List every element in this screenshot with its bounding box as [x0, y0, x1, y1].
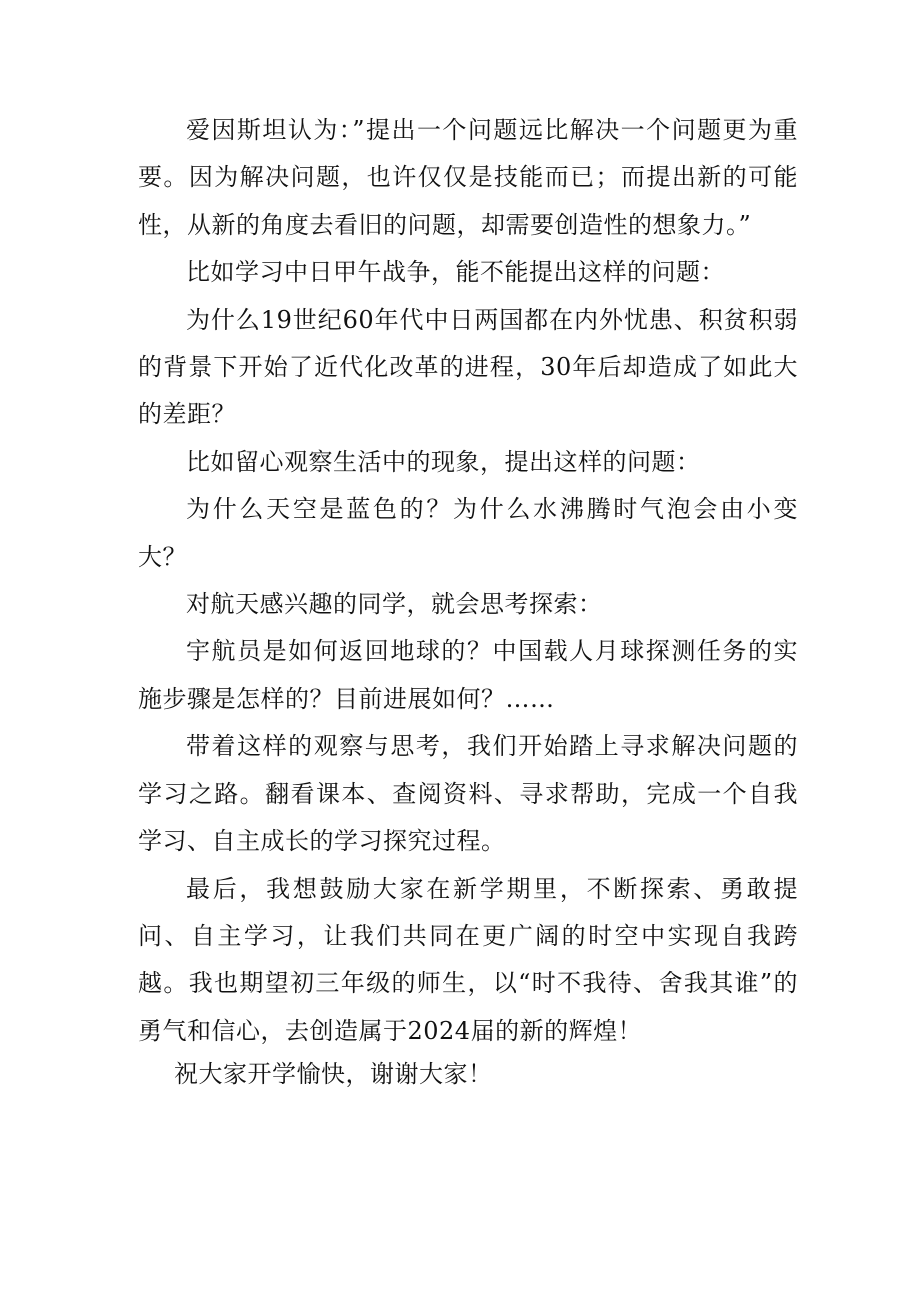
paragraph-einstein-quote: 爱因斯坦认为：”提出一个问题远比解决一个问题更为重要。因为解决问题，也许仅仅是技能而已；而提出新的可能性，从新的角度去看旧的问题，却需要创造性的想象力。” [138, 116, 798, 239]
paragraph-aerospace-question: 宇航员是如何返回地球的？中国载人月球探测任务的实施步骤是怎样的？目前进展如何？…… [138, 637, 798, 713]
paragraph-observation-question: 为什么天空是蓝色的？为什么水沸腾时气泡会由小变大？ [138, 495, 798, 571]
paragraph-closing: 祝大家开学愉快，谢谢大家！ [174, 1060, 493, 1089]
paragraph-encouragement: 最后，我想鼓励大家在新学期里，不断探索、勇敢提问、自主学习，让我们共同在更广阔的时空中实现自我跨越。我也期望初三年级的师生，以“时不我待、舍我其谁”的勇气和信心，去创造属于2024届的新的辉煌！ [138, 874, 798, 1045]
paragraph-history-question: 为什么19世纪60年代中日两国都在内外忧患、积贫积弱的背景下开始了近代化改革的进程，30年后却造成了如此大的差距？ [138, 305, 798, 429]
paragraph-example-observation: 比如留心观察生活中的现象，提出这样的问题： [186, 447, 701, 476]
paragraph-example-history: 比如学习中日甲午战争，能不能提出这样的问题： [186, 258, 725, 287]
paragraph-learning-path: 带着这样的观察与思考，我们开始踏上寻求解决问题的学习之路。翻看课本、查阅资料、寻求帮助，完成一个自我学习、自主成长的学习探究过程。 [138, 732, 798, 856]
paragraph-example-aerospace: 对航天感兴趣的同学，就会思考探索： [186, 590, 603, 619]
document-body [138, 107, 798, 1099]
